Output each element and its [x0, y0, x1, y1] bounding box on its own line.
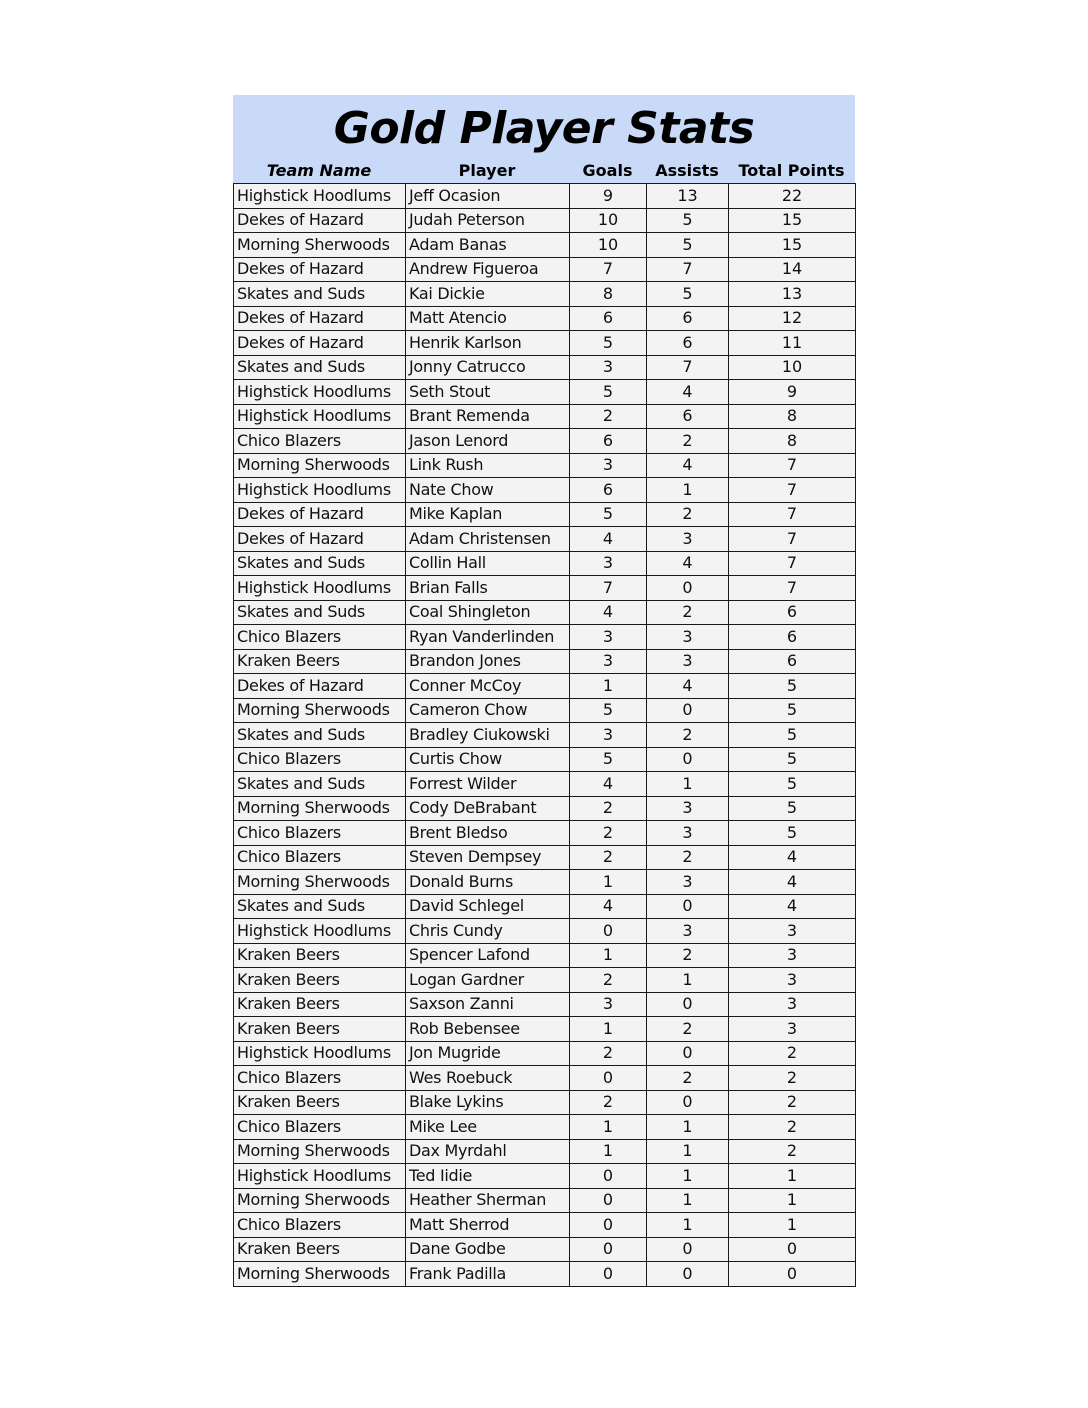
goals-cell: 2 — [570, 845, 647, 870]
table-row — [234, 527, 856, 552]
title-header-band — [233, 95, 855, 183]
goals-cell: 5 — [570, 747, 647, 772]
table-row — [234, 674, 856, 699]
team-name-cell: Highstick Hoodlums — [234, 184, 406, 209]
team-name-cell: Chico Blazers — [234, 1115, 406, 1140]
goals-cell: 0 — [570, 1237, 647, 1262]
table-row — [234, 208, 856, 233]
player-name-cell: Coal Shingleton — [406, 600, 570, 625]
assists-cell: 4 — [647, 380, 729, 405]
player-name-cell: Matt Atencio — [406, 306, 570, 331]
team-name-cell: Kraken Beers — [234, 1090, 406, 1115]
player-name-cell: Saxson Zanni — [406, 992, 570, 1017]
assists-cell: 5 — [647, 233, 729, 258]
player-name-cell: Frank Padilla — [406, 1262, 570, 1287]
assists-cell: 2 — [647, 429, 729, 454]
assists-cell: 5 — [647, 208, 729, 233]
assists-cell: 2 — [647, 502, 729, 527]
team-name-cell: Kraken Beers — [234, 968, 406, 993]
table-row — [234, 968, 856, 993]
table-row — [234, 992, 856, 1017]
column-header-player: Player — [458, 161, 516, 180]
player-stats-sheet — [233, 95, 855, 1287]
goals-cell: 4 — [570, 527, 647, 552]
goals-cell: 10 — [570, 233, 647, 258]
table-row — [234, 600, 856, 625]
table-row — [234, 306, 856, 331]
goals-cell: 6 — [570, 306, 647, 331]
total-points-cell: 5 — [729, 747, 856, 772]
total-points-cell: 3 — [729, 919, 856, 944]
goals-cell: 0 — [570, 1188, 647, 1213]
team-name-cell: Skates and Suds — [234, 551, 406, 576]
total-points-cell: 8 — [729, 429, 856, 454]
total-points-cell: 5 — [729, 821, 856, 846]
team-name-cell: Highstick Hoodlums — [234, 380, 406, 405]
table-row — [234, 404, 856, 429]
player-name-cell: Mike Kaplan — [406, 502, 570, 527]
table-row — [234, 282, 856, 307]
team-name-cell: Skates and Suds — [234, 355, 406, 380]
team-name-cell: Chico Blazers — [234, 845, 406, 870]
assists-cell: 1 — [647, 968, 729, 993]
assists-cell: 0 — [647, 1041, 729, 1066]
player-name-cell: Chris Cundy — [406, 919, 570, 944]
table-row — [234, 257, 856, 282]
table-row — [234, 1066, 856, 1091]
goals-cell: 5 — [570, 698, 647, 723]
team-name-cell: Dekes of Hazard — [234, 306, 406, 331]
total-points-cell: 4 — [729, 894, 856, 919]
assists-cell: 0 — [647, 1262, 729, 1287]
player-name-cell: Logan Gardner — [406, 968, 570, 993]
player-name-cell: Forrest Wilder — [406, 772, 570, 797]
table-row — [234, 1164, 856, 1189]
team-name-cell: Chico Blazers — [234, 747, 406, 772]
goals-cell: 9 — [570, 184, 647, 209]
goals-cell: 0 — [570, 1262, 647, 1287]
assists-cell: 3 — [647, 527, 729, 552]
goals-cell: 5 — [570, 502, 647, 527]
total-points-cell: 2 — [729, 1139, 856, 1164]
table-row — [234, 331, 856, 356]
total-points-cell: 1 — [729, 1213, 856, 1238]
player-name-cell: Spencer Lafond — [406, 943, 570, 968]
team-name-cell: Dekes of Hazard — [234, 331, 406, 356]
assists-cell: 1 — [647, 1213, 729, 1238]
player-name-cell: Brandon Jones — [406, 649, 570, 674]
assists-cell: 3 — [647, 821, 729, 846]
goals-cell: 4 — [570, 600, 647, 625]
player-name-cell: Dax Myrdahl — [406, 1139, 570, 1164]
assists-cell: 4 — [647, 453, 729, 478]
table-row — [234, 233, 856, 258]
assists-cell: 6 — [647, 331, 729, 356]
table-row — [234, 870, 856, 895]
team-name-cell: Highstick Hoodlums — [234, 576, 406, 601]
goals-cell: 7 — [570, 576, 647, 601]
assists-cell: 2 — [647, 943, 729, 968]
player-name-cell: Heather Sherman — [406, 1188, 570, 1213]
player-name-cell: Jon Mugride — [406, 1041, 570, 1066]
total-points-cell: 6 — [729, 625, 856, 650]
team-name-cell: Skates and Suds — [234, 282, 406, 307]
player-name-cell: Andrew Figueroa — [406, 257, 570, 282]
player-name-cell: Rob Bebensee — [406, 1017, 570, 1042]
table-row — [234, 1262, 856, 1287]
total-points-cell: 10 — [729, 355, 856, 380]
total-points-cell: 0 — [729, 1262, 856, 1287]
team-name-cell: Kraken Beers — [234, 1017, 406, 1042]
table-row — [234, 649, 856, 674]
assists-cell: 6 — [647, 404, 729, 429]
team-name-cell: Skates and Suds — [234, 772, 406, 797]
team-name-cell: Dekes of Hazard — [234, 257, 406, 282]
team-name-cell: Dekes of Hazard — [234, 527, 406, 552]
team-name-cell: Morning Sherwoods — [234, 1262, 406, 1287]
team-name-cell: Highstick Hoodlums — [234, 404, 406, 429]
goals-cell: 1 — [570, 1139, 647, 1164]
table-row — [234, 894, 856, 919]
total-points-cell: 0 — [729, 1237, 856, 1262]
goals-cell: 3 — [570, 992, 647, 1017]
table-row — [234, 1041, 856, 1066]
player-name-cell: Brant Remenda — [406, 404, 570, 429]
player-name-cell: Blake Lykins — [406, 1090, 570, 1115]
team-name-cell: Dekes of Hazard — [234, 502, 406, 527]
total-points-cell: 7 — [729, 551, 856, 576]
player-name-cell: David Schlegel — [406, 894, 570, 919]
goals-cell: 0 — [570, 1066, 647, 1091]
player-name-cell: Judah Peterson — [406, 208, 570, 233]
player-name-cell: Bradley Ciukowski — [406, 723, 570, 748]
goals-cell: 1 — [570, 870, 647, 895]
player-name-cell: Brent Bledso — [406, 821, 570, 846]
team-name-cell: Highstick Hoodlums — [234, 919, 406, 944]
table-row — [234, 478, 856, 503]
total-points-cell: 4 — [729, 870, 856, 895]
total-points-cell: 2 — [729, 1066, 856, 1091]
table-row — [234, 380, 856, 405]
assists-cell: 0 — [647, 1237, 729, 1262]
assists-cell: 1 — [647, 772, 729, 797]
player-name-cell: Collin Hall — [406, 551, 570, 576]
total-points-cell: 7 — [729, 453, 856, 478]
goals-cell: 5 — [570, 380, 647, 405]
goals-cell: 1 — [570, 1115, 647, 1140]
goals-cell: 2 — [570, 1090, 647, 1115]
table-row — [234, 1139, 856, 1164]
assists-cell: 1 — [647, 1188, 729, 1213]
team-name-cell: Morning Sherwoods — [234, 233, 406, 258]
assists-cell: 7 — [647, 355, 729, 380]
column-header-team-name: Team Name — [266, 161, 372, 180]
goals-cell: 3 — [570, 723, 647, 748]
total-points-cell: 1 — [729, 1188, 856, 1213]
goals-cell: 3 — [570, 355, 647, 380]
player-name-cell: Jonny Catrucco — [406, 355, 570, 380]
assists-cell: 2 — [647, 845, 729, 870]
total-points-cell: 8 — [729, 404, 856, 429]
table-row — [234, 919, 856, 944]
team-name-cell: Kraken Beers — [234, 1237, 406, 1262]
assists-cell: 1 — [647, 1115, 729, 1140]
team-name-cell: Chico Blazers — [234, 1213, 406, 1238]
team-name-cell: Highstick Hoodlums — [234, 1164, 406, 1189]
goals-cell: 1 — [570, 674, 647, 699]
assists-cell: 6 — [647, 306, 729, 331]
assists-cell: 2 — [647, 1017, 729, 1042]
player-name-cell: Cody DeBrabant — [406, 796, 570, 821]
team-name-cell: Skates and Suds — [234, 600, 406, 625]
total-points-cell: 3 — [729, 992, 856, 1017]
goals-cell: 3 — [570, 649, 647, 674]
assists-cell: 2 — [647, 1066, 729, 1091]
stats-table-body — [234, 184, 856, 1287]
total-points-cell: 5 — [729, 698, 856, 723]
assists-cell: 3 — [647, 625, 729, 650]
player-name-cell: Adam Banas — [406, 233, 570, 258]
total-points-cell: 4 — [729, 845, 856, 870]
team-name-cell: Highstick Hoodlums — [234, 478, 406, 503]
assists-cell: 1 — [647, 478, 729, 503]
goals-cell: 3 — [570, 453, 647, 478]
total-points-cell: 11 — [729, 331, 856, 356]
table-row — [234, 821, 856, 846]
goals-cell: 0 — [570, 1164, 647, 1189]
player-name-cell: Curtis Chow — [406, 747, 570, 772]
total-points-cell: 3 — [729, 943, 856, 968]
player-name-cell: Steven Dempsey — [406, 845, 570, 870]
team-name-cell: Morning Sherwoods — [234, 1188, 406, 1213]
total-points-cell: 5 — [729, 674, 856, 699]
page-title: Gold Player Stats — [333, 103, 755, 154]
team-name-cell: Chico Blazers — [234, 625, 406, 650]
player-name-cell: Ted Iidie — [406, 1164, 570, 1189]
total-points-cell: 6 — [729, 600, 856, 625]
goals-cell: 1 — [570, 1017, 647, 1042]
player-name-cell: Jason Lenord — [406, 429, 570, 454]
total-points-cell: 5 — [729, 796, 856, 821]
table-row — [234, 355, 856, 380]
team-name-cell: Skates and Suds — [234, 894, 406, 919]
table-row — [234, 1188, 856, 1213]
assists-cell: 0 — [647, 1090, 729, 1115]
assists-cell: 2 — [647, 723, 729, 748]
goals-cell: 5 — [570, 331, 647, 356]
team-name-cell: Morning Sherwoods — [234, 870, 406, 895]
team-name-cell: Kraken Beers — [234, 649, 406, 674]
column-header-goals: Goals — [582, 161, 633, 180]
player-name-cell: Jeff Ocasion — [406, 184, 570, 209]
goals-cell: 4 — [570, 894, 647, 919]
goals-cell: 2 — [570, 1041, 647, 1066]
total-points-cell: 5 — [729, 772, 856, 797]
table-row — [234, 1090, 856, 1115]
goals-cell: 8 — [570, 282, 647, 307]
stats-table — [233, 183, 856, 1287]
goals-cell: 3 — [570, 551, 647, 576]
team-name-cell: Chico Blazers — [234, 821, 406, 846]
assists-cell: 5 — [647, 282, 729, 307]
player-name-cell: Nate Chow — [406, 478, 570, 503]
table-row — [234, 845, 856, 870]
goals-cell: 0 — [570, 1213, 647, 1238]
team-name-cell: Chico Blazers — [234, 1066, 406, 1091]
total-points-cell: 7 — [729, 502, 856, 527]
column-header-assists: Assists — [655, 161, 719, 180]
table-row — [234, 576, 856, 601]
assists-cell: 3 — [647, 919, 729, 944]
assists-cell: 1 — [647, 1139, 729, 1164]
assists-cell: 7 — [647, 257, 729, 282]
total-points-cell: 13 — [729, 282, 856, 307]
table-row — [234, 184, 856, 209]
player-name-cell: Adam Christensen — [406, 527, 570, 552]
team-name-cell: Kraken Beers — [234, 992, 406, 1017]
assists-cell: 4 — [647, 674, 729, 699]
goals-cell: 0 — [570, 919, 647, 944]
total-points-cell: 12 — [729, 306, 856, 331]
total-points-cell: 15 — [729, 208, 856, 233]
assists-cell: 0 — [647, 894, 729, 919]
table-row — [234, 625, 856, 650]
assists-cell: 3 — [647, 796, 729, 821]
table-row — [234, 551, 856, 576]
team-name-cell: Skates and Suds — [234, 723, 406, 748]
team-name-cell: Dekes of Hazard — [234, 208, 406, 233]
assists-cell: 0 — [647, 992, 729, 1017]
assists-cell: 4 — [647, 551, 729, 576]
player-name-cell: Henrik Karlson — [406, 331, 570, 356]
team-name-cell: Chico Blazers — [234, 429, 406, 454]
goals-cell: 10 — [570, 208, 647, 233]
table-row — [234, 453, 856, 478]
total-points-cell: 9 — [729, 380, 856, 405]
assists-cell: 0 — [647, 698, 729, 723]
assists-cell: 1 — [647, 1164, 729, 1189]
goals-cell: 7 — [570, 257, 647, 282]
total-points-cell: 3 — [729, 1017, 856, 1042]
goals-cell: 2 — [570, 968, 647, 993]
table-row — [234, 723, 856, 748]
total-points-cell: 2 — [729, 1115, 856, 1140]
team-name-cell: Morning Sherwoods — [234, 698, 406, 723]
total-points-cell: 6 — [729, 649, 856, 674]
team-name-cell: Morning Sherwoods — [234, 796, 406, 821]
team-name-cell: Morning Sherwoods — [234, 453, 406, 478]
player-name-cell: Cameron Chow — [406, 698, 570, 723]
table-row — [234, 502, 856, 527]
team-name-cell: Kraken Beers — [234, 943, 406, 968]
goals-cell: 2 — [570, 404, 647, 429]
goals-cell: 6 — [570, 478, 647, 503]
player-name-cell: Kai Dickie — [406, 282, 570, 307]
total-points-cell: 14 — [729, 257, 856, 282]
player-name-cell: Seth Stout — [406, 380, 570, 405]
assists-cell: 3 — [647, 649, 729, 674]
total-points-cell: 2 — [729, 1041, 856, 1066]
total-points-cell: 1 — [729, 1164, 856, 1189]
total-points-cell: 7 — [729, 576, 856, 601]
player-name-cell: Dane Godbe — [406, 1237, 570, 1262]
table-row — [234, 772, 856, 797]
assists-cell: 3 — [647, 870, 729, 895]
column-header-total-points: Total Points — [738, 161, 845, 180]
table-row — [234, 943, 856, 968]
player-name-cell: Mike Lee — [406, 1115, 570, 1140]
table-row — [234, 1237, 856, 1262]
goals-cell: 3 — [570, 625, 647, 650]
table-row — [234, 796, 856, 821]
table-row — [234, 1213, 856, 1238]
goals-cell: 2 — [570, 796, 647, 821]
assists-cell: 0 — [647, 576, 729, 601]
player-name-cell: Link Rush — [406, 453, 570, 478]
assists-cell: 0 — [647, 747, 729, 772]
player-name-cell: Brian Falls — [406, 576, 570, 601]
assists-cell: 2 — [647, 600, 729, 625]
team-name-cell: Morning Sherwoods — [234, 1139, 406, 1164]
total-points-cell: 2 — [729, 1090, 856, 1115]
total-points-cell: 3 — [729, 968, 856, 993]
player-name-cell: Conner McCoy — [406, 674, 570, 699]
total-points-cell: 7 — [729, 527, 856, 552]
table-row — [234, 1115, 856, 1140]
goals-cell: 1 — [570, 943, 647, 968]
total-points-cell: 7 — [729, 478, 856, 503]
table-row — [234, 1017, 856, 1042]
player-name-cell: Donald Burns — [406, 870, 570, 895]
total-points-cell: 22 — [729, 184, 856, 209]
total-points-cell: 15 — [729, 233, 856, 258]
goals-cell: 4 — [570, 772, 647, 797]
team-name-cell: Highstick Hoodlums — [234, 1041, 406, 1066]
assists-cell: 13 — [647, 184, 729, 209]
player-name-cell: Matt Sherrod — [406, 1213, 570, 1238]
table-row — [234, 747, 856, 772]
team-name-cell: Dekes of Hazard — [234, 674, 406, 699]
table-row — [234, 429, 856, 454]
player-name-cell: Ryan Vanderlinden — [406, 625, 570, 650]
goals-cell: 6 — [570, 429, 647, 454]
table-row — [234, 698, 856, 723]
goals-cell: 2 — [570, 821, 647, 846]
total-points-cell: 5 — [729, 723, 856, 748]
player-name-cell: Wes Roebuck — [406, 1066, 570, 1091]
